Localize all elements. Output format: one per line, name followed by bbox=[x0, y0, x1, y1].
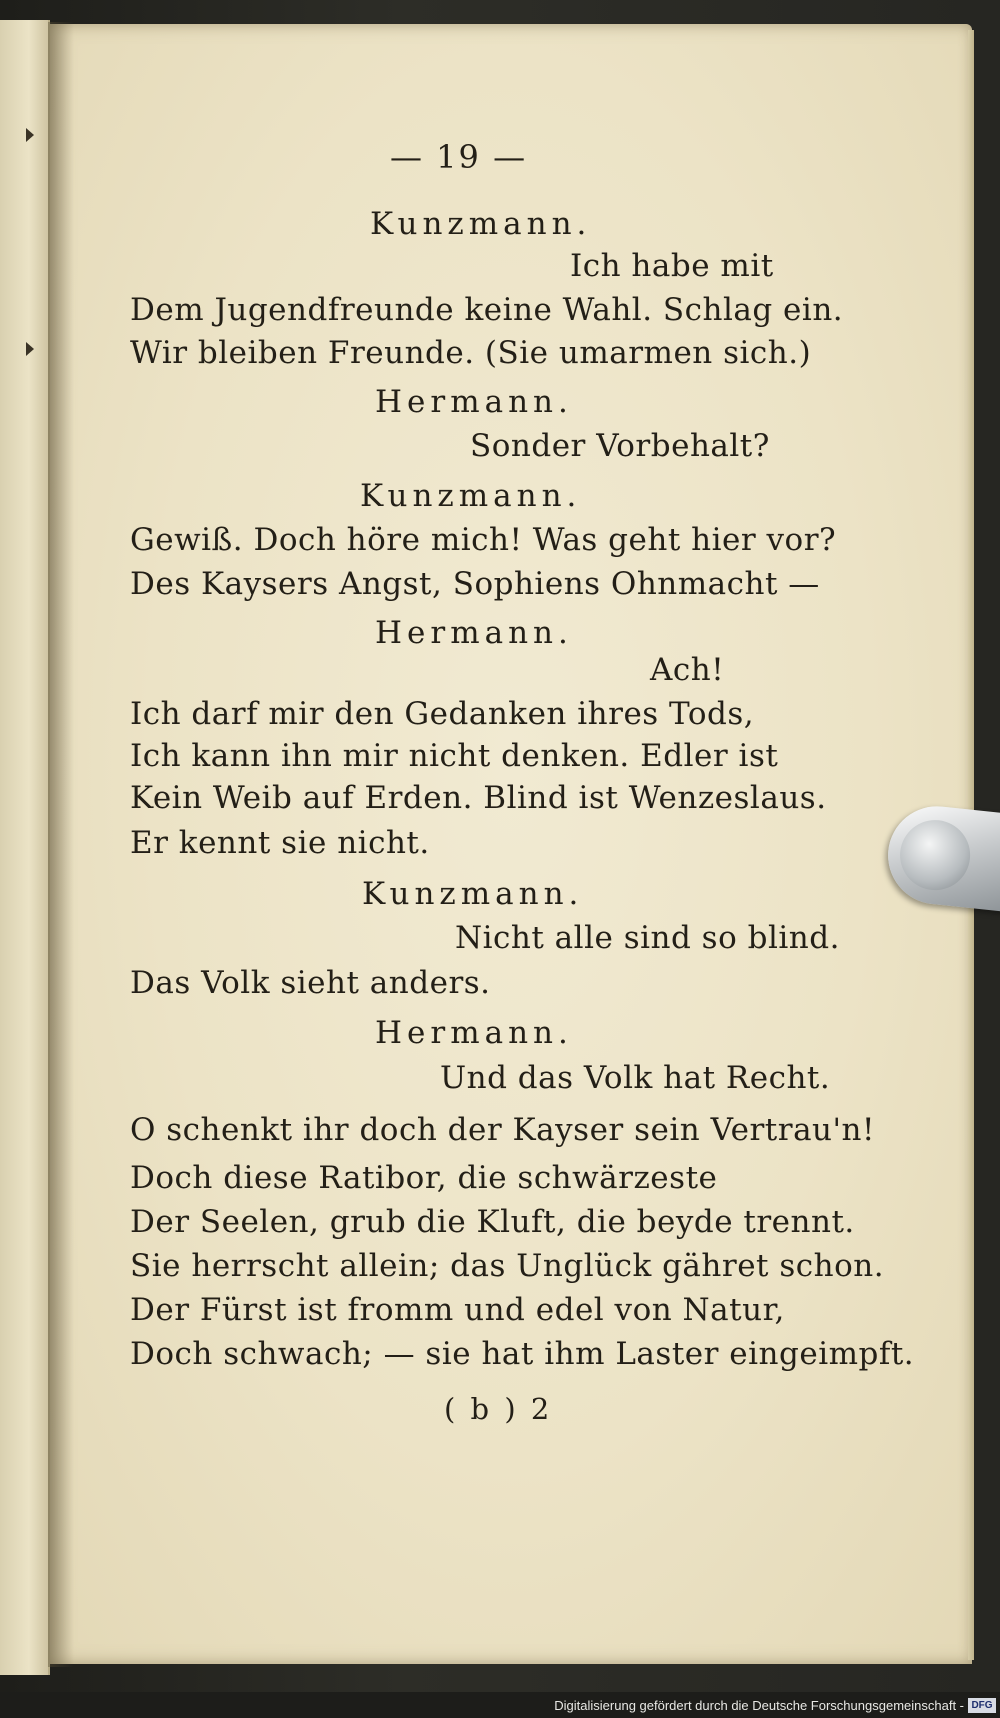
left-page-edge bbox=[0, 20, 50, 1675]
speaker-name: Hermann. bbox=[375, 1015, 573, 1051]
verse-line: Ich darf mir den Gedanken ihres Tods, bbox=[130, 696, 755, 732]
verse-line: Er kennt sie nicht. bbox=[130, 825, 430, 861]
verse-line: Dem Jugendfreunde keine Wahl. Schlag ein. bbox=[130, 292, 844, 328]
speaker-name: Hermann. bbox=[375, 615, 573, 651]
clip-head bbox=[897, 817, 974, 894]
gutter-shadow bbox=[48, 22, 74, 1667]
credit-bar bbox=[0, 1692, 1000, 1718]
speaker-name: Kunzmann. bbox=[360, 478, 582, 514]
verse-line: Nicht alle sind so blind. bbox=[455, 920, 840, 956]
verse-line: Ich kann ihn mir nicht denken. Edler ist bbox=[130, 738, 779, 774]
verse-line: Sie herrscht allein; das Unglück gähret schon. bbox=[130, 1248, 885, 1284]
verse-line: Der Fürst ist fromm und edel von Natur, bbox=[130, 1292, 785, 1328]
signature-mark: ( b ) 2 bbox=[444, 1392, 553, 1426]
verse-line: Gewiß. Doch höre mich! Was geht hier vor? bbox=[130, 522, 837, 558]
digitization-credit: Digitalisierung gefördert durch die Deutsche Forschungsgemeinschaft - bbox=[554, 1698, 964, 1713]
verse-line: Des Kaysers Angst, Sophiens Ohnmacht — bbox=[130, 566, 820, 602]
verse-line: Das Volk sieht anders. bbox=[130, 965, 491, 1001]
verse-line: Doch diese Ratibor, die schwärzeste bbox=[130, 1160, 718, 1196]
verse-line: Der Seelen, grub die Kluft, die beyde trennt. bbox=[130, 1204, 855, 1240]
page-edge-mark bbox=[26, 128, 34, 142]
verse-line: Und das Volk hat Recht. bbox=[440, 1060, 831, 1096]
dfg-logo: DFG bbox=[968, 1698, 996, 1713]
speaker-name: Hermann. bbox=[375, 384, 573, 420]
verse-line: Doch schwach; — sie hat ihm Laster eingeimpft. bbox=[130, 1336, 915, 1372]
page-number: — 19 — bbox=[390, 138, 528, 176]
speaker-name: Kunzmann. bbox=[362, 876, 584, 912]
speaker-name: Kunzmann. bbox=[370, 206, 592, 242]
verse-line: Kein Weib auf Erden. Blind ist Wenzeslaus. bbox=[130, 780, 827, 816]
verse-line: Sonder Vorbehalt? bbox=[470, 428, 770, 464]
verse-line: Ach! bbox=[650, 652, 725, 688]
page-edge-mark bbox=[26, 342, 34, 356]
verse-line: O schenkt ihr doch der Kayser sein Vertrau'n! bbox=[130, 1112, 875, 1148]
verse-line: Ich habe mit bbox=[570, 248, 774, 284]
verse-line: Wir bleiben Freunde. (Sie umarmen sich.) bbox=[130, 335, 812, 371]
